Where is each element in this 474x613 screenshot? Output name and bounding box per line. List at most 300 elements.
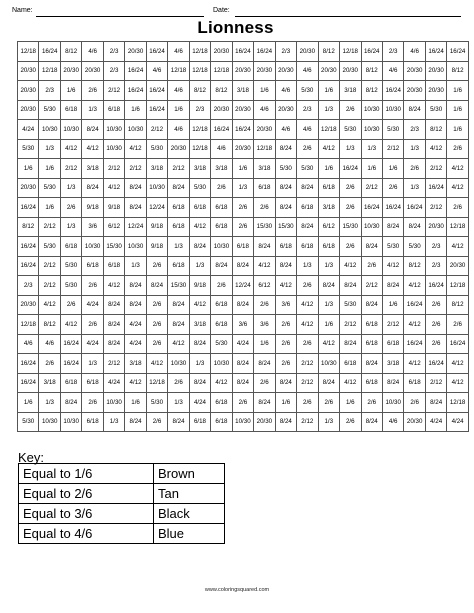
grid-cell[interactable]: 8/12 [447, 295, 468, 315]
grid-cell[interactable]: 1/3 [404, 139, 425, 159]
grid-cell[interactable]: 3/18 [189, 159, 210, 179]
grid-cell[interactable]: 16/24 [425, 42, 446, 62]
grid-cell[interactable]: 4/6 [168, 81, 189, 101]
grid-cell[interactable]: 16/24 [382, 81, 403, 101]
grid-cell[interactable]: 12/24 [232, 276, 253, 296]
grid-cell[interactable]: 6/18 [318, 237, 339, 257]
grid-cell[interactable]: 20/30 [425, 217, 446, 237]
grid-cell[interactable]: 1/6 [125, 393, 146, 413]
grid-cell[interactable]: 1/6 [125, 100, 146, 120]
grid-cell[interactable]: 4/12 [340, 256, 361, 276]
grid-cell[interactable]: 16/24 [60, 334, 81, 354]
grid-cell[interactable]: 6/12 [318, 217, 339, 237]
grid-cell[interactable]: 5/30 [189, 178, 210, 198]
grid-cell[interactable]: 12/18 [18, 42, 39, 62]
grid-cell[interactable]: 8/12 [211, 81, 232, 101]
grid-cell[interactable]: 15/30 [103, 237, 124, 257]
grid-cell[interactable]: 20/30 [18, 100, 39, 120]
grid-cell[interactable]: 16/24 [447, 334, 468, 354]
grid-cell[interactable]: 4/12 [211, 373, 232, 393]
grid-cell[interactable]: 4/24 [82, 334, 103, 354]
grid-cell[interactable]: 8/12 [404, 256, 425, 276]
grid-cell[interactable]: 6/12 [103, 217, 124, 237]
grid-cell[interactable]: 20/30 [82, 61, 103, 81]
grid-cell[interactable]: 2/12 [297, 373, 318, 393]
grid-cell[interactable]: 1/3 [340, 139, 361, 159]
grid-cell[interactable]: 16/24 [425, 354, 446, 374]
grid-cell[interactable]: 5/30 [39, 100, 60, 120]
grid-cell[interactable]: 12/18 [18, 315, 39, 335]
grid-cell[interactable]: 1/3 [60, 178, 81, 198]
grid-cell[interactable]: 2/6 [82, 315, 103, 335]
grid-cell[interactable]: 16/24 [425, 276, 446, 296]
grid-cell[interactable]: 12/18 [189, 120, 210, 140]
grid-cell[interactable]: 8/24 [425, 393, 446, 413]
grid-cell[interactable]: 6/18 [211, 393, 232, 413]
grid-cell[interactable]: 4/6 [404, 42, 425, 62]
grid-cell[interactable]: 2/6 [211, 178, 232, 198]
grid-cell[interactable]: 3/18 [340, 81, 361, 101]
grid-cell[interactable]: 4/6 [297, 61, 318, 81]
grid-cell[interactable]: 1/6 [318, 315, 339, 335]
grid-cell[interactable]: 8/24 [125, 295, 146, 315]
grid-cell[interactable]: 4/12 [404, 354, 425, 374]
grid-cell[interactable]: 8/24 [382, 373, 403, 393]
grid-cell[interactable]: 4/12 [146, 354, 167, 374]
grid-cell[interactable]: 5/30 [18, 139, 39, 159]
grid-cell[interactable]: 3/6 [82, 217, 103, 237]
grid-cell[interactable]: 6/18 [211, 295, 232, 315]
grid-cell[interactable]: 4/6 [18, 334, 39, 354]
grid-cell[interactable]: 6/18 [103, 100, 124, 120]
grid-cell[interactable]: 5/30 [275, 159, 296, 179]
grid-cell[interactable]: 12/18 [189, 42, 210, 62]
grid-cell[interactable]: 5/30 [340, 120, 361, 140]
grid-cell[interactable]: 6/18 [318, 178, 339, 198]
grid-cell[interactable]: 20/30 [297, 42, 318, 62]
grid-cell[interactable]: 10/30 [103, 393, 124, 413]
grid-cell[interactable]: 4/12 [82, 139, 103, 159]
grid-cell[interactable]: 6/18 [211, 315, 232, 335]
grid-cell[interactable]: 3/18 [82, 159, 103, 179]
grid-cell[interactable]: 4/24 [103, 373, 124, 393]
grid-cell[interactable]: 10/30 [39, 120, 60, 140]
grid-cell[interactable]: 12/18 [318, 120, 339, 140]
grid-cell[interactable]: 2/3 [425, 237, 446, 257]
grid-cell[interactable]: 4/6 [168, 42, 189, 62]
grid-cell[interactable]: 16/24 [125, 61, 146, 81]
grid-cell[interactable]: 5/30 [60, 256, 81, 276]
grid-cell[interactable]: 4/6 [297, 120, 318, 140]
grid-cell[interactable]: 1/3 [168, 393, 189, 413]
grid-cell[interactable]: 10/30 [232, 412, 253, 432]
grid-cell[interactable]: 2/6 [275, 334, 296, 354]
grid-cell[interactable]: 2/6 [297, 393, 318, 413]
grid-cell[interactable]: 6/18 [60, 237, 81, 257]
grid-cell[interactable]: 4/12 [103, 178, 124, 198]
grid-cell[interactable]: 20/30 [232, 61, 253, 81]
grid-cell[interactable]: 8/24 [232, 354, 253, 374]
grid-cell[interactable]: 9/18 [146, 237, 167, 257]
grid-cell[interactable]: 10/30 [125, 237, 146, 257]
grid-cell[interactable]: 5/30 [382, 237, 403, 257]
grid-cell[interactable]: 8/24 [146, 276, 167, 296]
grid-cell[interactable]: 1/6 [39, 159, 60, 179]
grid-cell[interactable]: 20/30 [254, 412, 275, 432]
grid-cell[interactable]: 6/12 [254, 276, 275, 296]
grid-cell[interactable]: 1/6 [168, 100, 189, 120]
grid-cell[interactable]: 16/24 [18, 354, 39, 374]
grid-cell[interactable]: 4/24 [125, 334, 146, 354]
grid-cell[interactable]: 4/12 [297, 315, 318, 335]
grid-cell[interactable]: 3/18 [318, 198, 339, 218]
grid-cell[interactable]: 16/24 [382, 198, 403, 218]
grid-cell[interactable]: 1/6 [318, 159, 339, 179]
grid-cell[interactable]: 16/24 [404, 295, 425, 315]
grid-cell[interactable]: 1/3 [60, 217, 81, 237]
grid-cell[interactable]: 8/24 [103, 315, 124, 335]
grid-cell[interactable]: 10/30 [318, 354, 339, 374]
grid-cell[interactable]: 8/12 [18, 217, 39, 237]
grid-cell[interactable]: 16/24 [146, 81, 167, 101]
grid-cell[interactable]: 20/30 [340, 61, 361, 81]
grid-cell[interactable]: 4/12 [60, 315, 81, 335]
grid-cell[interactable]: 4/12 [318, 334, 339, 354]
grid-cell[interactable]: 10/30 [211, 354, 232, 374]
grid-cell[interactable]: 5/30 [60, 276, 81, 296]
grid-cell[interactable]: 5/30 [39, 178, 60, 198]
grid-cell[interactable]: 6/18 [361, 334, 382, 354]
grid-cell[interactable]: 2/3 [103, 61, 124, 81]
grid-cell[interactable]: 4/12 [447, 159, 468, 179]
grid-cell[interactable]: 12/18 [340, 42, 361, 62]
grid-cell[interactable]: 10/30 [361, 217, 382, 237]
grid-cell[interactable]: 1/6 [254, 334, 275, 354]
grid-cell[interactable]: 2/6 [425, 334, 446, 354]
grid-cell[interactable]: 2/3 [425, 256, 446, 276]
grid-cell[interactable]: 2/6 [146, 315, 167, 335]
grid-cell[interactable]: 4/12 [103, 276, 124, 296]
grid-cell[interactable]: 2/6 [340, 198, 361, 218]
grid-cell[interactable]: 12/18 [189, 61, 210, 81]
grid-cell[interactable]: 2/6 [254, 198, 275, 218]
grid-cell[interactable]: 15/30 [275, 217, 296, 237]
grid-cell[interactable]: 1/6 [361, 159, 382, 179]
grid-cell[interactable]: 8/24 [125, 276, 146, 296]
grid-cell[interactable]: 20/30 [254, 120, 275, 140]
grid-cell[interactable]: 1/3 [404, 178, 425, 198]
grid-cell[interactable]: 8/24 [340, 276, 361, 296]
grid-cell[interactable]: 5/30 [39, 237, 60, 257]
grid-cell[interactable]: 4/12 [447, 373, 468, 393]
grid-cell[interactable]: 6/18 [168, 198, 189, 218]
grid-cell[interactable]: 8/24 [103, 295, 124, 315]
grid-cell[interactable]: 2/3 [404, 120, 425, 140]
grid-cell[interactable]: 8/24 [275, 178, 296, 198]
grid-cell[interactable]: 1/3 [318, 412, 339, 432]
grid-cell[interactable]: 1/6 [275, 393, 296, 413]
grid-cell[interactable]: 2/6 [39, 354, 60, 374]
grid-cell[interactable]: 8/24 [103, 334, 124, 354]
grid-cell[interactable]: 2/6 [297, 334, 318, 354]
grid-cell[interactable]: 4/12 [404, 276, 425, 296]
grid-cell[interactable]: 12/24 [125, 217, 146, 237]
grid-cell[interactable]: 4/12 [382, 256, 403, 276]
grid-cell[interactable]: 12/18 [447, 217, 468, 237]
grid-cell[interactable]: 1/3 [39, 393, 60, 413]
grid-cell[interactable]: 6/18 [297, 198, 318, 218]
grid-cell[interactable]: 1/3 [232, 178, 253, 198]
grid-cell[interactable]: 16/24 [146, 42, 167, 62]
grid-cell[interactable]: 1/3 [318, 295, 339, 315]
grid-cell[interactable]: 8/24 [275, 139, 296, 159]
grid-cell[interactable]: 16/24 [125, 81, 146, 101]
grid-cell[interactable]: 2/6 [447, 198, 468, 218]
grid-cell[interactable]: 8/24 [297, 217, 318, 237]
grid-cell[interactable]: 8/24 [275, 256, 296, 276]
grid-cell[interactable]: 8/24 [275, 412, 296, 432]
grid-cell[interactable]: 2/6 [297, 276, 318, 296]
grid-cell[interactable]: 8/24 [361, 237, 382, 257]
grid-cell[interactable]: 1/6 [18, 393, 39, 413]
grid-cell[interactable]: 5/30 [425, 100, 446, 120]
grid-cell[interactable]: 16/24 [18, 237, 39, 257]
grid-cell[interactable]: 2/6 [404, 393, 425, 413]
grid-cell[interactable]: 8/12 [447, 61, 468, 81]
grid-cell[interactable]: 20/30 [447, 256, 468, 276]
grid-cell[interactable]: 3/6 [275, 295, 296, 315]
grid-cell[interactable]: 2/12 [39, 276, 60, 296]
grid-cell[interactable]: 8/24 [297, 178, 318, 198]
grid-cell[interactable]: 4/6 [146, 61, 167, 81]
grid-cell[interactable]: 15/30 [168, 276, 189, 296]
grid-cell[interactable]: 8/24 [125, 198, 146, 218]
grid-cell[interactable]: 4/24 [189, 393, 210, 413]
grid-cell[interactable]: 4/12 [318, 139, 339, 159]
grid-cell[interactable]: 2/6 [361, 256, 382, 276]
grid-cell[interactable]: 8/24 [382, 276, 403, 296]
grid-cell[interactable]: 8/24 [211, 256, 232, 276]
grid-cell[interactable]: 2/12 [361, 276, 382, 296]
grid-cell[interactable]: 6/18 [211, 412, 232, 432]
grid-cell[interactable]: 2/6 [425, 315, 446, 335]
grid-cell[interactable]: 20/30 [404, 412, 425, 432]
grid-cell[interactable]: 2/12 [125, 159, 146, 179]
grid-cell[interactable]: 16/24 [254, 42, 275, 62]
grid-cell[interactable]: 16/24 [146, 100, 167, 120]
grid-cell[interactable]: 1/3 [82, 354, 103, 374]
grid-cell[interactable]: 2/6 [318, 393, 339, 413]
grid-cell[interactable]: 2/3 [103, 42, 124, 62]
grid-cell[interactable]: 1/3 [168, 237, 189, 257]
grid-cell[interactable]: 6/18 [103, 256, 124, 276]
grid-cell[interactable]: 12/18 [39, 61, 60, 81]
grid-cell[interactable]: 8/24 [168, 178, 189, 198]
grid-cell[interactable]: 2/6 [254, 373, 275, 393]
grid-cell[interactable]: 5/30 [404, 237, 425, 257]
grid-cell[interactable]: 20/30 [60, 61, 81, 81]
grid-cell[interactable]: 16/24 [340, 159, 361, 179]
grid-cell[interactable]: 4/24 [18, 120, 39, 140]
grid-cell[interactable]: 2/6 [146, 295, 167, 315]
grid-cell[interactable]: 2/6 [340, 178, 361, 198]
grid-cell[interactable]: 6/18 [404, 373, 425, 393]
grid-cell[interactable]: 8/12 [39, 315, 60, 335]
grid-cell[interactable]: 2/12 [297, 354, 318, 374]
grid-cell[interactable]: 6/18 [275, 237, 296, 257]
grid-cell[interactable]: 8/12 [361, 81, 382, 101]
grid-cell[interactable]: 2/6 [232, 217, 253, 237]
grid-cell[interactable]: 2/6 [340, 100, 361, 120]
grid-cell[interactable]: 1/3 [297, 256, 318, 276]
grid-cell[interactable]: 1/3 [189, 256, 210, 276]
grid-cell[interactable]: 1/3 [318, 256, 339, 276]
grid-cell[interactable]: 8/24 [189, 334, 210, 354]
grid-cell[interactable]: 2/12 [103, 159, 124, 179]
grid-cell[interactable]: 1/6 [39, 198, 60, 218]
grid-cell[interactable]: 6/18 [211, 217, 232, 237]
grid-cell[interactable]: 1/6 [447, 120, 468, 140]
grid-cell[interactable]: 4/6 [168, 120, 189, 140]
grid-cell[interactable]: 10/30 [382, 100, 403, 120]
grid-cell[interactable]: 16/24 [447, 42, 468, 62]
grid-cell[interactable]: 2/6 [254, 295, 275, 315]
grid-cell[interactable]: 10/30 [103, 139, 124, 159]
grid-cell[interactable]: 12/18 [146, 373, 167, 393]
grid-cell[interactable]: 8/24 [404, 100, 425, 120]
grid-cell[interactable]: 16/24 [404, 198, 425, 218]
grid-cell[interactable]: 8/24 [361, 354, 382, 374]
grid-cell[interactable]: 10/30 [382, 393, 403, 413]
grid-cell[interactable]: 2/6 [447, 139, 468, 159]
grid-cell[interactable]: 20/30 [404, 81, 425, 101]
grid-cell[interactable]: 6/18 [211, 198, 232, 218]
grid-cell[interactable]: 1/3 [103, 412, 124, 432]
grid-cell[interactable]: 16/24 [39, 42, 60, 62]
grid-cell[interactable]: 8/24 [232, 295, 253, 315]
grid-cell[interactable]: 10/30 [361, 100, 382, 120]
grid-cell[interactable]: 2/6 [404, 159, 425, 179]
grid-cell[interactable]: 2/6 [146, 256, 167, 276]
grid-cell[interactable]: 2/12 [103, 354, 124, 374]
grid-cell[interactable]: 4/12 [447, 237, 468, 257]
grid-cell[interactable]: 2/12 [425, 373, 446, 393]
grid-cell[interactable]: 6/18 [340, 354, 361, 374]
grid-cell[interactable]: 6/18 [189, 412, 210, 432]
grid-cell[interactable]: 8/24 [189, 373, 210, 393]
grid-cell[interactable]: 16/24 [60, 354, 81, 374]
grid-cell[interactable]: 9/18 [189, 276, 210, 296]
grid-cell[interactable]: 16/24 [361, 198, 382, 218]
grid-cell[interactable]: 6/18 [168, 256, 189, 276]
grid-cell[interactable]: 8/12 [425, 120, 446, 140]
grid-cell[interactable]: 1/6 [232, 159, 253, 179]
grid-cell[interactable]: 4/12 [125, 373, 146, 393]
grid-cell[interactable]: 3/6 [232, 315, 253, 335]
grid-cell[interactable]: 20/30 [404, 61, 425, 81]
grid-cell[interactable]: 8/24 [361, 412, 382, 432]
grid-cell[interactable]: 5/30 [18, 412, 39, 432]
grid-cell[interactable]: 2/6 [447, 315, 468, 335]
grid-cell[interactable]: 2/6 [168, 373, 189, 393]
grid-cell[interactable]: 8/24 [254, 354, 275, 374]
grid-cell[interactable]: 8/12 [60, 42, 81, 62]
grid-cell[interactable]: 2/12 [39, 217, 60, 237]
grid-cell[interactable]: 16/24 [211, 120, 232, 140]
grid-cell[interactable]: 6/18 [168, 217, 189, 237]
grid-cell[interactable]: 1/6 [447, 81, 468, 101]
grid-cell[interactable]: 1/3 [318, 100, 339, 120]
grid-cell[interactable]: 8/24 [382, 217, 403, 237]
grid-cell[interactable]: 6/18 [232, 237, 253, 257]
grid-cell[interactable]: 4/24 [425, 412, 446, 432]
grid-cell[interactable]: 10/30 [39, 412, 60, 432]
grid-cell[interactable]: 20/30 [18, 81, 39, 101]
grid-cell[interactable]: 10/30 [60, 412, 81, 432]
grid-cell[interactable]: 8/24 [404, 217, 425, 237]
grid-cell[interactable]: 20/30 [425, 61, 446, 81]
grid-cell[interactable]: 2/6 [232, 198, 253, 218]
grid-cell[interactable]: 2/6 [60, 198, 81, 218]
grid-cell[interactable]: 1/3 [82, 100, 103, 120]
grid-cell[interactable]: 3/18 [254, 159, 275, 179]
grid-cell[interactable]: 2/12 [425, 198, 446, 218]
grid-cell[interactable]: 4/24 [82, 295, 103, 315]
grid-cell[interactable]: 8/24 [232, 373, 253, 393]
grid-cell[interactable]: 2/6 [82, 276, 103, 296]
grid-cell[interactable]: 2/12 [361, 178, 382, 198]
grid-cell[interactable]: 8/24 [82, 178, 103, 198]
grid-cell[interactable]: 2/6 [82, 81, 103, 101]
grid-cell[interactable]: 6/18 [361, 373, 382, 393]
grid-cell[interactable]: 20/30 [232, 100, 253, 120]
grid-cell[interactable]: 4/12 [254, 256, 275, 276]
grid-cell[interactable]: 16/24 [404, 334, 425, 354]
grid-cell[interactable]: 2/12 [297, 412, 318, 432]
grid-cell[interactable]: 8/24 [340, 334, 361, 354]
grid-cell[interactable]: 3/18 [125, 354, 146, 374]
grid-cell[interactable]: 9/18 [146, 217, 167, 237]
grid-cell[interactable]: 5/30 [146, 139, 167, 159]
grid-cell[interactable]: 1/6 [60, 81, 81, 101]
grid-cell[interactable]: 2/6 [60, 295, 81, 315]
grid-cell[interactable]: 9/18 [82, 198, 103, 218]
grid-cell[interactable]: 4/6 [382, 61, 403, 81]
grid-cell[interactable]: 10/30 [361, 120, 382, 140]
grid-cell[interactable]: 4/12 [340, 373, 361, 393]
grid-cell[interactable]: 5/30 [297, 159, 318, 179]
grid-cell[interactable]: 16/24 [232, 42, 253, 62]
grid-cell[interactable]: 2/3 [189, 100, 210, 120]
grid-cell[interactable]: 2/6 [425, 295, 446, 315]
grid-cell[interactable]: 20/30 [275, 61, 296, 81]
grid-cell[interactable]: 8/12 [361, 61, 382, 81]
grid-cell[interactable]: 4/12 [447, 354, 468, 374]
grid-cell[interactable]: 4/12 [275, 276, 296, 296]
grid-cell[interactable]: 5/30 [297, 81, 318, 101]
grid-cell[interactable]: 20/30 [211, 42, 232, 62]
grid-cell[interactable]: 6/18 [189, 198, 210, 218]
grid-cell[interactable]: 1/3 [125, 256, 146, 276]
grid-cell[interactable]: 4/6 [382, 412, 403, 432]
grid-cell[interactable]: 20/30 [168, 139, 189, 159]
grid-cell[interactable]: 12/18 [254, 139, 275, 159]
grid-cell[interactable]: 2/6 [146, 334, 167, 354]
grid-cell[interactable]: 2/6 [275, 315, 296, 335]
grid-cell[interactable]: 16/24 [232, 120, 253, 140]
grid-cell[interactable]: 4/6 [254, 100, 275, 120]
grid-cell[interactable]: 8/12 [318, 42, 339, 62]
